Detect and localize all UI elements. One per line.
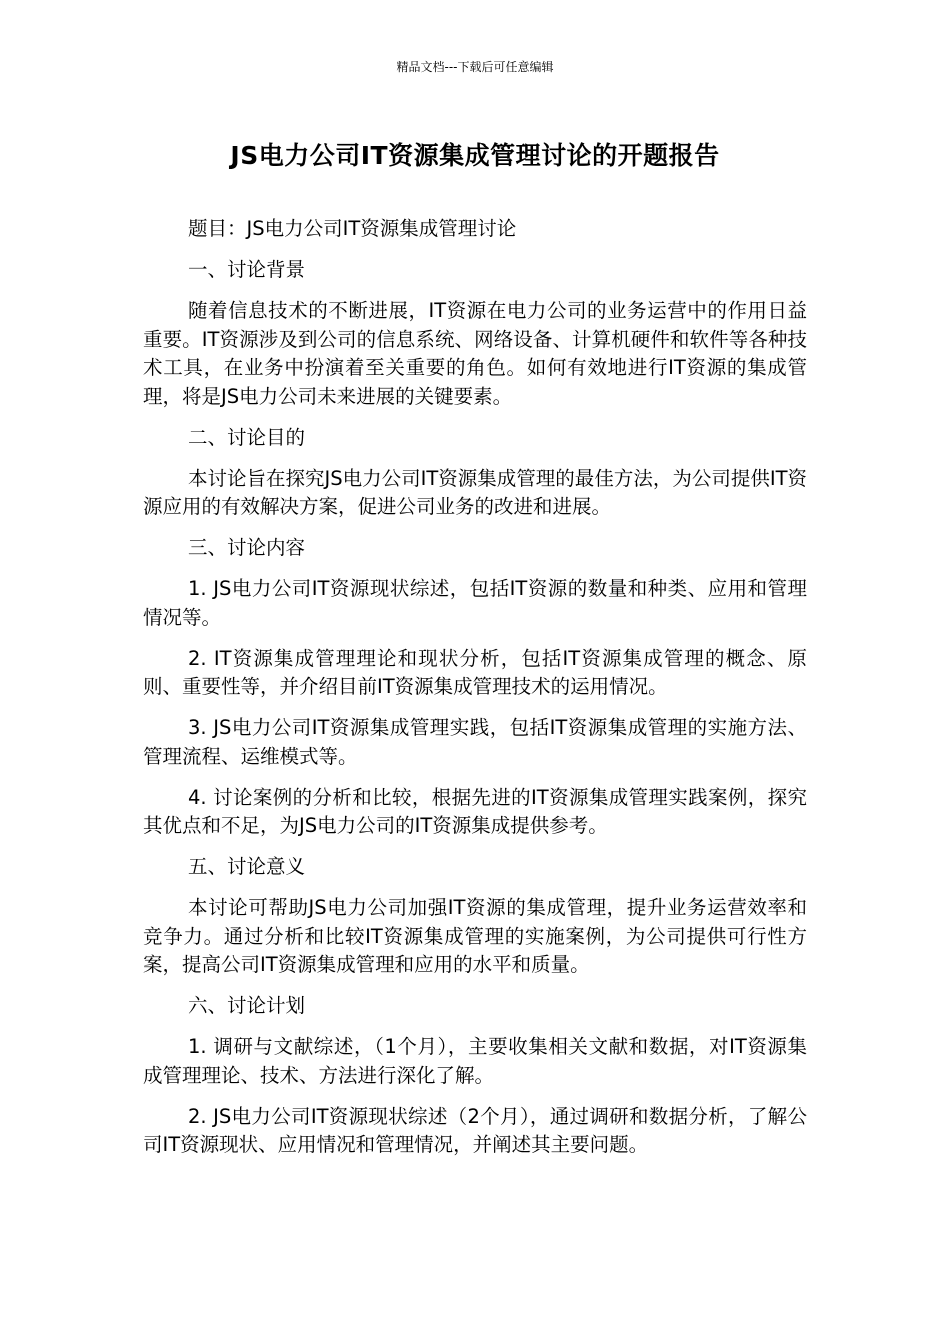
content-item-3: 3. JS电力公司IT资源集成管理实践，包括IT资源集成管理的实施方法、管理流程、运维模式等。	[143, 716, 807, 768]
page-header-note: 精品文档---下载后可任意编辑	[396, 60, 554, 74]
topic-line: 题目：JS电力公司IT资源集成管理讨论	[188, 217, 517, 240]
document-title: JS电力公司IT资源集成管理讨论的开题报告	[230, 141, 720, 170]
content-item-4: 4. 讨论案例的分析和比较，根据先进的IT资源集成管理实践案例，探究其优点和不足，为JS电力公司的IT资源集成提供参考。	[143, 785, 807, 837]
section-heading-content: 三、讨论内容	[188, 536, 306, 559]
paragraph-background: 随着信息技术的不断进展，IT资源在电力公司的业务运营中的作用日益重要。IT资源涉及到公司的信息系统、网络设备、计算机硬件和软件等各种技术工具，在业务中扮演着至关重要的角色。如何有效地进行IT资源的集成管理，将是JS电力公司未来进展的关键要素。	[143, 299, 807, 408]
content-item-2: 2. IT资源集成管理理论和现状分析，包括IT资源集成管理的概念、原则、重要性等，并介绍目前IT资源集成管理技术的运用情况。	[143, 646, 807, 698]
section-heading-purpose: 二、讨论目的	[188, 425, 306, 449]
plan-item-1: 1. 调研与文献综述，（1个月），主要收集相关文献和数据，对IT资源集成管理理论、技术、方法进行深化了解。	[143, 1035, 807, 1087]
paragraph-purpose: 本讨论旨在探究JS电力公司IT资源集成管理的最佳方法，为公司提供IT资源应用的有效解决方案，促进公司业务的改进和进展。	[143, 466, 807, 518]
section-heading-background: 一、讨论背景	[188, 258, 306, 281]
content-item-1: 1. JS电力公司IT资源现状综述，包括IT资源的数量和种类、应用和管理情况等。	[143, 577, 807, 629]
plan-item-2: 2. JS电力公司IT资源现状综述（2个月），通过调研和数据分析，了解公司IT资源现状、应用情况和管理情况，并阐述其主要问题。	[143, 1104, 807, 1156]
section-heading-plan: 六、讨论计划	[188, 994, 306, 1017]
section-heading-significance: 五、讨论意义	[188, 855, 306, 878]
document-body	[143, 215, 807, 1172]
paragraph-significance: 本讨论可帮助JS电力公司加强IT资源的集成管理，提升业务运营效率和竞争力。通过分析和比较IT资源集成管理的实施案例，为公司提供可行性方案，提高公司IT资源集成管理和应用的水平和质量。	[143, 896, 807, 976]
